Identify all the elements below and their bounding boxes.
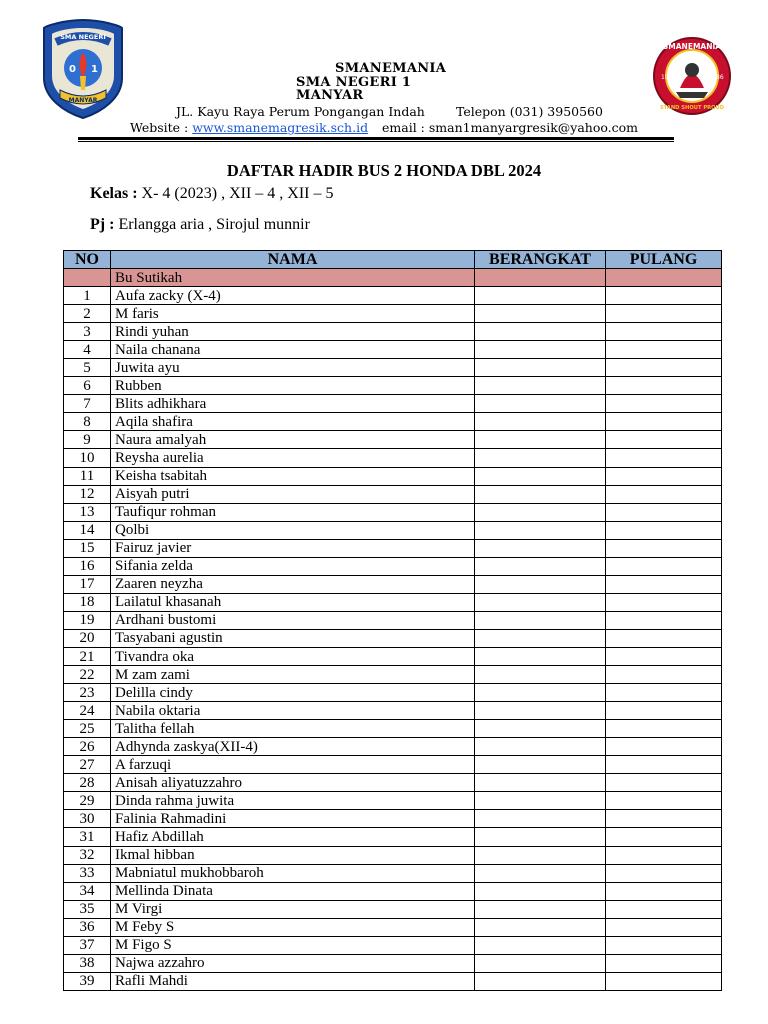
website-link[interactable]: www.smanemagresik.sch.id [192,120,369,135]
table-row [64,359,722,377]
column-header-nama: NAMA [111,251,475,269]
row-name-cell: Dinda rahma juwita [111,792,475,810]
row-name-cell: A farzuqi [111,756,475,774]
table-row [64,792,722,810]
row-pulang-cell[interactable] [606,900,722,918]
table-row [64,323,722,341]
table-body [64,269,722,991]
table-row [64,936,722,954]
school-phone: Telepon (031) 3950560 [456,104,603,119]
leader-row [64,269,722,287]
row-berangkat-cell[interactable] [475,449,606,467]
row-name-cell: Naila chanana [111,341,475,359]
row-pulang-cell[interactable] [606,359,722,377]
header-rule-thin [78,141,674,142]
row-berangkat-cell[interactable] [475,629,606,647]
row-pulang-cell[interactable] [606,810,722,828]
row-pulang-cell[interactable] [606,557,722,575]
row-number-cell: 20 [64,629,111,647]
column-header-pulang: PULANG [606,251,722,269]
table-row [64,882,722,900]
table-row [64,287,722,305]
row-pulang-cell[interactable] [606,666,722,684]
row-number-cell: 24 [64,702,111,720]
row-pulang-cell[interactable] [606,413,722,431]
column-header-berangkat: BERANGKAT [475,251,606,269]
row-name-cell: Hafiz Abdillah [111,828,475,846]
row-pulang-cell[interactable] [606,702,722,720]
row-name-cell: M Figo S [111,936,475,954]
row-name-cell: Lailatul khasanah [111,593,475,611]
row-name-cell: Taufiqur rohman [111,503,475,521]
svg-text:SMANEMANIA: SMANEMANIA [662,42,722,51]
row-number-cell: 10 [64,449,111,467]
row-name-cell: Keisha tsabitah [111,467,475,485]
row-pulang-cell[interactable] [606,756,722,774]
row-name-cell: Aqila shafira [111,413,475,431]
row-berangkat-cell[interactable] [475,539,606,557]
table-row [64,864,722,882]
table-header-row [64,251,722,269]
row-pulang-cell[interactable] [606,503,722,521]
row-pulang-cell[interactable] [606,918,722,936]
row-number-cell: 14 [64,521,111,539]
row-number-cell: 16 [64,557,111,575]
row-number-cell: 18 [64,593,111,611]
row-number-cell: 19 [64,611,111,629]
table-row [64,738,722,756]
table-row [64,756,722,774]
row-number-cell: 29 [64,792,111,810]
row-name-cell: M Virgi [111,900,475,918]
row-berangkat-cell[interactable] [475,972,606,990]
row-pulang-cell[interactable] [606,395,722,413]
row-berangkat-cell[interactable] [475,305,606,323]
row-number-cell: 32 [64,846,111,864]
row-name-cell: Delilla cindy [111,684,475,702]
row-number-cell: 9 [64,431,111,449]
row-berangkat-cell[interactable] [475,359,606,377]
row-berangkat-cell[interactable] [475,377,606,395]
row-name-cell: Mabniatul mukhobbaroh [111,864,475,882]
table-row [64,774,722,792]
row-number-cell: 3 [64,323,111,341]
kelas-line [90,185,334,203]
smanemania-emblem-logo [646,36,738,116]
row-pulang-cell[interactable] [606,972,722,990]
row-pulang-cell[interactable] [606,323,722,341]
row-pulang-cell[interactable] [606,792,722,810]
row-berangkat-cell[interactable] [475,647,606,665]
row-berangkat-cell[interactable] [475,900,606,918]
row-name-cell: Aisyah putri [111,485,475,503]
table-row [64,539,722,557]
row-berangkat-cell[interactable] [475,593,606,611]
table-row [64,305,722,323]
row-berangkat-cell[interactable] [475,738,606,756]
row-name-cell: Najwa azzahro [111,954,475,972]
header-rule-thick [78,137,674,140]
leader-no-cell [64,269,111,287]
row-number-cell: 5 [64,359,111,377]
table-row [64,846,722,864]
row-number-cell: 30 [64,810,111,828]
row-berangkat-cell[interactable] [475,395,606,413]
row-pulang-cell[interactable] [606,882,722,900]
table-row [64,629,722,647]
row-berangkat-cell[interactable] [475,936,606,954]
row-berangkat-cell[interactable] [475,287,606,305]
table-row [64,702,722,720]
row-name-cell: Qolbi [111,521,475,539]
row-berangkat-cell[interactable] [475,611,606,629]
table-row [64,684,722,702]
table-row [64,431,722,449]
table-row [64,900,722,918]
website-label: Website : [130,120,189,135]
row-pulang-cell[interactable] [606,449,722,467]
row-number-cell: 23 [64,684,111,702]
row-number-cell: 37 [64,936,111,954]
row-berangkat-cell[interactable] [475,810,606,828]
row-name-cell: Fairuz javier [111,539,475,557]
row-pulang-cell[interactable] [606,738,722,756]
table-row [64,503,722,521]
row-pulang-cell[interactable] [606,647,722,665]
pj-label: Pj : [90,216,115,233]
row-berangkat-cell[interactable] [475,521,606,539]
row-name-cell: Nabila oktaria [111,702,475,720]
row-pulang-cell[interactable] [606,377,722,395]
row-number-cell: 8 [64,413,111,431]
row-pulang-cell[interactable] [606,341,722,359]
row-berangkat-cell[interactable] [475,467,606,485]
org-name: SMANEMANIA [335,61,447,76]
leader-name-cell: Bu Sutikah [111,269,475,287]
table-row [64,810,722,828]
row-name-cell: Ardhani bustomi [111,611,475,629]
row-pulang-cell[interactable] [606,287,722,305]
row-name-cell: Adhynda zaskya(XII-4) [111,738,475,756]
row-berangkat-cell[interactable] [475,503,606,521]
row-pulang-cell[interactable] [606,774,722,792]
column-header-no: NO [64,251,111,269]
attendance-table [63,250,722,991]
pj-value: Erlangga aria , Sirojul munnir [114,216,310,233]
row-number-cell: 39 [64,972,111,990]
row-pulang-cell[interactable] [606,521,722,539]
table-row [64,485,722,503]
row-berangkat-cell[interactable] [475,323,606,341]
row-pulang-cell[interactable] [606,611,722,629]
row-pulang-cell[interactable] [606,954,722,972]
table-row [64,828,722,846]
row-berangkat-cell[interactable] [475,918,606,936]
table-row [64,954,722,972]
row-berangkat-cell[interactable] [475,575,606,593]
row-berangkat-cell[interactable] [475,666,606,684]
svg-text:MANYAR: MANYAR [68,97,98,104]
kelas-value: X- 4 (2023) , XII – 4 , XII – 5 [137,185,334,202]
row-pulang-cell[interactable] [606,593,722,611]
table-row [64,395,722,413]
svg-text:1: 1 [91,64,98,75]
table-row [64,593,722,611]
row-name-cell: Rindi yuhan [111,323,475,341]
row-pulang-cell[interactable] [606,629,722,647]
row-number-cell: 6 [64,377,111,395]
row-berangkat-cell[interactable] [475,774,606,792]
table-row [64,413,722,431]
website-line [130,120,368,135]
pj-line [90,216,310,234]
row-pulang-cell[interactable] [606,846,722,864]
row-name-cell: Tivandra oka [111,647,475,665]
row-number-cell: 25 [64,720,111,738]
row-name-cell: Reysha aurelia [111,449,475,467]
row-berangkat-cell[interactable] [475,720,606,738]
row-berangkat-cell[interactable] [475,341,606,359]
document-title: DAFTAR HADIR BUS 2 HONDA DBL 2024 [226,161,542,180]
row-berangkat-cell[interactable] [475,792,606,810]
row-name-cell: Tasyabani agustin [111,629,475,647]
row-berangkat-cell[interactable] [475,828,606,846]
svg-text:0: 0 [69,64,76,75]
row-berangkat-cell[interactable] [475,431,606,449]
row-name-cell: Naura amalyah [111,431,475,449]
row-berangkat-cell[interactable] [475,882,606,900]
table-row [64,341,722,359]
row-name-cell: Rafli Mahdi [111,972,475,990]
row-number-cell: 35 [64,900,111,918]
row-berangkat-cell[interactable] [475,557,606,575]
leader-berangkat-cell[interactable] [475,269,606,287]
row-name-cell: Sifania zelda [111,557,475,575]
row-pulang-cell[interactable] [606,467,722,485]
row-number-cell: 28 [64,774,111,792]
school-email: email : sman1manyargresik@yahoo.com [382,120,639,135]
table-row [64,972,722,990]
row-pulang-cell[interactable] [606,485,722,503]
row-name-cell: M faris [111,305,475,323]
table-row [64,918,722,936]
school-name: SMA NEGERI 1 [296,75,412,90]
table-row [64,557,722,575]
row-number-cell: 7 [64,395,111,413]
row-name-cell: Mellinda Dinata [111,882,475,900]
table-row [64,647,722,665]
row-pulang-cell[interactable] [606,864,722,882]
row-name-cell: Rubben [111,377,475,395]
row-number-cell: 2 [64,305,111,323]
row-pulang-cell[interactable] [606,539,722,557]
table-row [64,611,722,629]
svg-text:STAND SHOUT PROUD: STAND SHOUT PROUD [659,105,725,111]
row-number-cell: 34 [64,882,111,900]
kelas-label: Kelas : [90,185,138,202]
table-row [64,377,722,395]
row-pulang-cell[interactable] [606,305,722,323]
row-berangkat-cell[interactable] [475,485,606,503]
row-number-cell: 31 [64,828,111,846]
table-row [64,720,722,738]
row-number-cell: 21 [64,647,111,665]
row-number-cell: 26 [64,738,111,756]
row-pulang-cell[interactable] [606,431,722,449]
row-berangkat-cell[interactable] [475,864,606,882]
row-number-cell: 33 [64,864,111,882]
row-berangkat-cell[interactable] [475,684,606,702]
row-name-cell: M zam zami [111,666,475,684]
svg-text:19: 19 [661,74,669,81]
row-number-cell: 38 [64,954,111,972]
row-number-cell: 15 [64,539,111,557]
row-number-cell: 13 [64,503,111,521]
leader-pulang-cell[interactable] [606,269,722,287]
row-name-cell: Talitha fellah [111,720,475,738]
school-crest-logo [42,18,124,120]
row-pulang-cell[interactable] [606,684,722,702]
row-pulang-cell[interactable] [606,575,722,593]
row-name-cell: Falinia Rahmadini [111,810,475,828]
table-row [64,521,722,539]
table-row [64,666,722,684]
row-name-cell: Blits adhikhara [111,395,475,413]
row-number-cell: 12 [64,485,111,503]
svg-text:SMA NEGERI: SMA NEGERI [60,33,106,41]
table-row [64,449,722,467]
row-number-cell: 22 [64,666,111,684]
table-row [64,467,722,485]
row-berangkat-cell[interactable] [475,413,606,431]
row-name-cell: Aufa zacky (X-4) [111,287,475,305]
row-name-cell: Ikmal hibban [111,846,475,864]
row-number-cell: 4 [64,341,111,359]
row-name-cell: M Feby S [111,918,475,936]
row-pulang-cell[interactable] [606,720,722,738]
row-name-cell: Anisah aliyatuzzahro [111,774,475,792]
row-number-cell: 36 [64,918,111,936]
school-city: MANYAR [296,88,364,103]
row-berangkat-cell[interactable] [475,846,606,864]
row-berangkat-cell[interactable] [475,756,606,774]
row-pulang-cell[interactable] [606,936,722,954]
row-number-cell: 1 [64,287,111,305]
row-number-cell: 27 [64,756,111,774]
row-berangkat-cell[interactable] [475,954,606,972]
row-name-cell: Juwita ayu [111,359,475,377]
row-berangkat-cell[interactable] [475,702,606,720]
row-number-cell: 11 [64,467,111,485]
row-name-cell: Zaaren neyzha [111,575,475,593]
row-pulang-cell[interactable] [606,828,722,846]
table-row [64,575,722,593]
svg-text:86: 86 [716,74,724,81]
row-number-cell: 17 [64,575,111,593]
school-address: JL. Kayu Raya Perum Pongangan Indah [176,104,425,119]
